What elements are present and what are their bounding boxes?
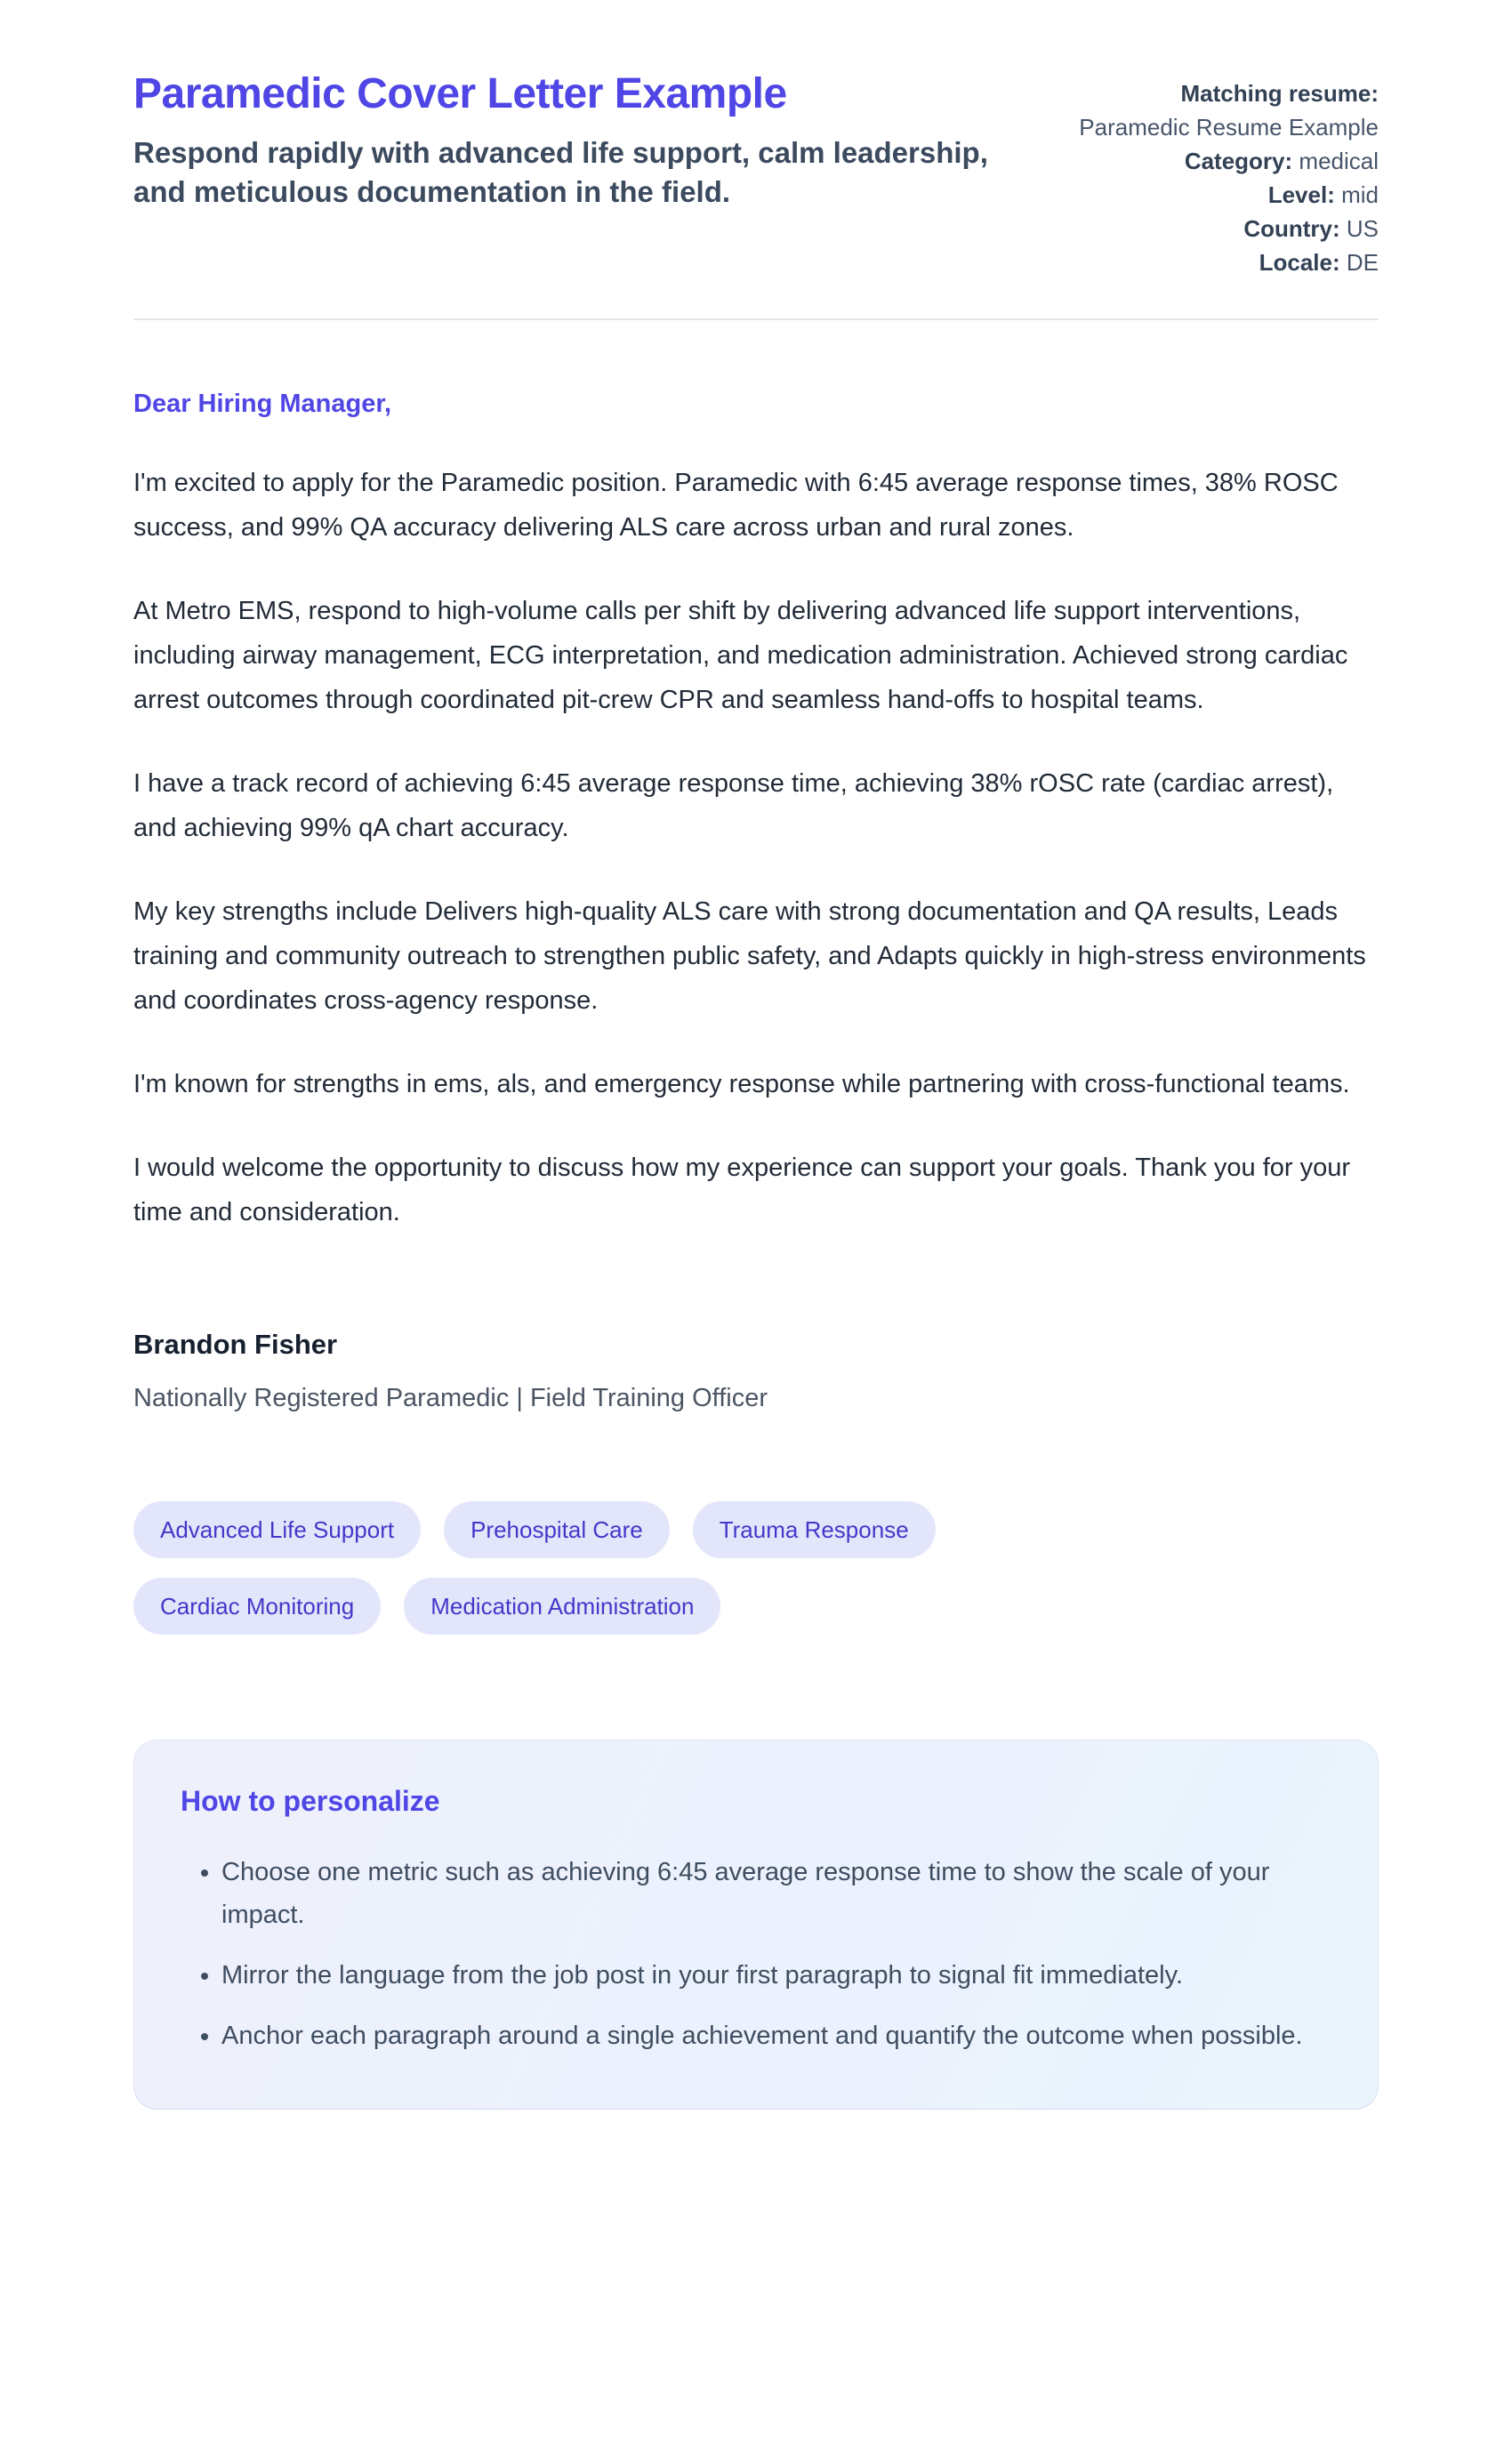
header-divider bbox=[133, 318, 1379, 320]
cover-letter-page bbox=[133, 0, 1379, 2110]
letter-paragraph-3: I have a track record of achieving 6:45 average response time, achieving 38% rOSC rate (cardiac arrest), and achieving 99% qA chart accuracy. bbox=[133, 769, 1334, 842]
skill-tag-advanced-life-support: Advanced Life Support bbox=[133, 1501, 421, 1558]
header bbox=[133, 69, 1379, 279]
personalize-panel bbox=[133, 1740, 1379, 2110]
personalize-tip-2: • Mirror the language from the job post in your first paragraph to signal fit immediately. bbox=[221, 1954, 1328, 1997]
meta-country-value: US bbox=[1346, 215, 1379, 242]
meta-locale-label: Locale: bbox=[1259, 249, 1340, 276]
header-titles bbox=[133, 69, 1025, 212]
meta-matching-resume-value: Paramedic Resume Example bbox=[1079, 114, 1379, 141]
skill-tag-cardiac-monitoring: Cardiac Monitoring bbox=[133, 1578, 381, 1635]
letter-greeting: Dear Hiring Manager, bbox=[133, 390, 392, 418]
letter-paragraph-1: I'm excited to apply for the Paramedic position. Paramedic with 6:45 average response times, 38% ROSC success, and 99% QA accuracy delivering ALS care across urban and rural zones. bbox=[133, 469, 1339, 542]
letter-paragraph-6: I would welcome the opportunity to discuss how my experience can support your goals. Thank you for your time and consideration. bbox=[133, 1154, 1351, 1226]
personalize-tip-3: • Anchor each paragraph around a single achievement and quantify the outcome when possible. bbox=[221, 2014, 1328, 2057]
letter-body bbox=[133, 386, 1379, 2110]
meta-level-value: mid bbox=[1341, 181, 1379, 208]
meta-level-label: Level: bbox=[1267, 181, 1335, 208]
skill-tag-prehospital-care: Prehospital Care bbox=[444, 1501, 670, 1558]
skill-tags bbox=[133, 1501, 1112, 1635]
skill-tag-trauma-response: Trauma Response bbox=[693, 1501, 936, 1558]
letter-paragraph-4: My key strengths include Delivers high-quality ALS care with strong documentation and QA results, Leads training and community outreach to strengthen public safety, and Adapts quickly in high-stress environments and coordinates cross-agency response. bbox=[133, 897, 1366, 1015]
meta-country-label: Country: bbox=[1243, 215, 1340, 242]
meta-locale bbox=[1067, 245, 1379, 279]
letter-paragraph-5: I'm known for strengths in ems, als, and emergency response while partnering with cross-functional teams. bbox=[133, 1070, 1350, 1098]
meta-matching-resume-label: Matching resume: bbox=[1180, 80, 1379, 107]
signature-name: Brandon Fisher bbox=[133, 1329, 338, 1360]
meta-matching-resume bbox=[1067, 76, 1379, 144]
meta-locale-value: DE bbox=[1346, 249, 1379, 276]
personalize-list bbox=[181, 1851, 1328, 2057]
signature-title: Nationally Registered Paramedic | Field Training Officer bbox=[133, 1384, 768, 1412]
letter-paragraph-2: At Metro EMS, respond to high-volume calls per shift by delivering advanced life support interventions, including airway management, ECG interpretation, and medication administration. Achieved strong cardiac arrest outcomes through coordinated pit-crew CPR and seamless hand-offs to hospital teams. bbox=[133, 597, 1348, 714]
meta-category-value: medical bbox=[1299, 148, 1379, 174]
meta-category bbox=[1067, 144, 1379, 178]
skill-tag-medication-administration: Medication Administration bbox=[404, 1578, 720, 1635]
page-title: Paramedic Cover Letter Example bbox=[133, 70, 787, 117]
meta-level bbox=[1067, 178, 1379, 212]
page-subtitle: Respond rapidly with advanced life support, calm leadership, and meticulous documentation in the field. bbox=[133, 136, 988, 208]
meta-category-label: Category: bbox=[1184, 148, 1293, 174]
meta-country bbox=[1067, 212, 1379, 245]
resume-meta bbox=[1067, 69, 1379, 279]
personalize-title: How to personalize bbox=[181, 1785, 440, 1817]
personalize-tip-1: • Choose one metric such as achieving 6:45 average response time to show the scale of your impact. bbox=[221, 1851, 1328, 1936]
